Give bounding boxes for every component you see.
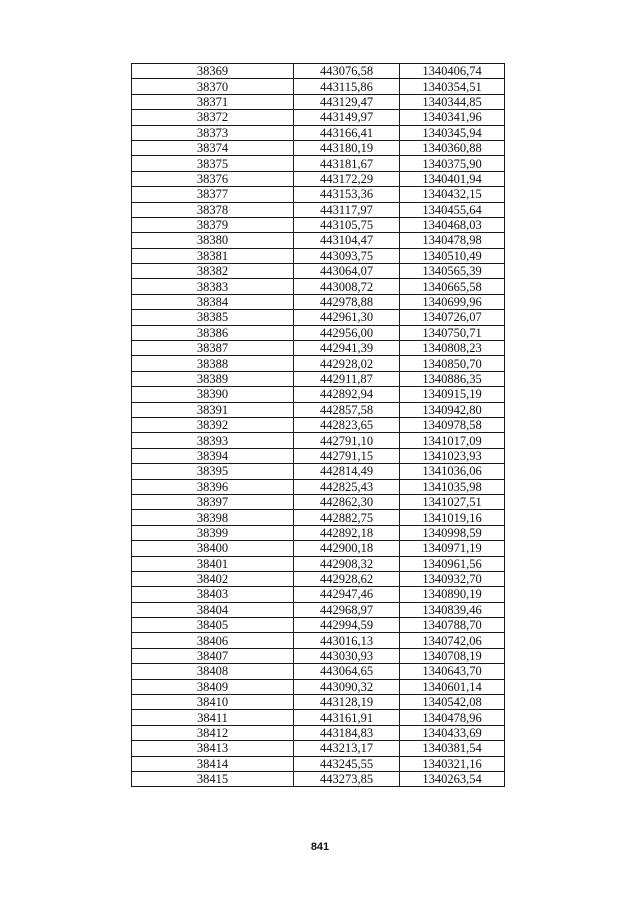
point-id-cell: 38402: [132, 571, 294, 586]
x-coordinate-cell: 443181,67: [294, 156, 400, 171]
y-coordinate-cell: 1340742,06: [400, 633, 505, 648]
y-coordinate-cell: 1340850,70: [400, 356, 505, 371]
x-coordinate-cell: 442941,39: [294, 341, 400, 356]
table-row: [132, 771, 505, 786]
x-coordinate-cell: 442994,59: [294, 618, 400, 633]
x-coordinate-cell: 442825,43: [294, 479, 400, 494]
table-row: [132, 464, 505, 479]
table-row: [132, 541, 505, 556]
y-coordinate-cell: 1340401,94: [400, 171, 505, 186]
y-coordinate-cell: 1340360,88: [400, 140, 505, 155]
y-coordinate-cell: 1341027,51: [400, 494, 505, 509]
x-coordinate-cell: 443153,36: [294, 187, 400, 202]
y-coordinate-cell: 1340890,19: [400, 587, 505, 602]
point-id-cell: 38414: [132, 756, 294, 771]
table-row: [132, 156, 505, 171]
table-row: [132, 356, 505, 371]
table-row: [132, 664, 505, 679]
y-coordinate-cell: 1341019,16: [400, 510, 505, 525]
table-row: [132, 587, 505, 602]
y-coordinate-cell: 1340354,51: [400, 79, 505, 94]
table-row: [132, 433, 505, 448]
y-coordinate-cell: 1340601,14: [400, 679, 505, 694]
table-row: [132, 341, 505, 356]
x-coordinate-cell: 443064,65: [294, 664, 400, 679]
x-coordinate-cell: 443008,72: [294, 279, 400, 294]
x-coordinate-cell: 442882,75: [294, 510, 400, 525]
point-id-cell: 38380: [132, 233, 294, 248]
x-coordinate-cell: 442956,00: [294, 325, 400, 340]
y-coordinate-cell: 1340699,96: [400, 294, 505, 309]
table-row: [132, 187, 505, 202]
table-row: [132, 417, 505, 432]
point-id-cell: 38386: [132, 325, 294, 340]
table-row: [132, 648, 505, 663]
x-coordinate-cell: 442892,18: [294, 525, 400, 540]
y-coordinate-cell: 1340998,59: [400, 525, 505, 540]
y-coordinate-cell: 1340971,19: [400, 541, 505, 556]
x-coordinate-cell: 442928,02: [294, 356, 400, 371]
x-coordinate-cell: 443115,86: [294, 79, 400, 94]
y-coordinate-cell: 1340478,96: [400, 710, 505, 725]
y-coordinate-cell: 1340750,71: [400, 325, 505, 340]
y-coordinate-cell: 1341035,98: [400, 479, 505, 494]
point-id-cell: 38401: [132, 556, 294, 571]
y-coordinate-cell: 1340542,08: [400, 695, 505, 710]
table-row: [132, 633, 505, 648]
y-coordinate-cell: 1340942,80: [400, 402, 505, 417]
table-row: [132, 710, 505, 725]
table-row: [132, 602, 505, 617]
point-id-cell: 38405: [132, 618, 294, 633]
y-coordinate-cell: 1340406,74: [400, 64, 505, 79]
point-id-cell: 38410: [132, 695, 294, 710]
table-row: [132, 494, 505, 509]
table-row: [132, 171, 505, 186]
x-coordinate-cell: 443273,85: [294, 771, 400, 786]
x-coordinate-cell: 442968,97: [294, 602, 400, 617]
table-row: [132, 525, 505, 540]
table-row: [132, 725, 505, 740]
x-coordinate-cell: 443016,13: [294, 633, 400, 648]
table-row: [132, 371, 505, 386]
table-row: [132, 618, 505, 633]
point-id-cell: 38395: [132, 464, 294, 479]
y-coordinate-cell: 1340886,35: [400, 371, 505, 386]
y-coordinate-cell: 1340432,15: [400, 187, 505, 202]
table-row: [132, 110, 505, 125]
table-row: [132, 479, 505, 494]
y-coordinate-cell: 1340726,07: [400, 310, 505, 325]
y-coordinate-cell: 1341017,09: [400, 433, 505, 448]
point-id-cell: 38378: [132, 202, 294, 217]
x-coordinate-cell: 442791,15: [294, 448, 400, 463]
point-id-cell: 38392: [132, 417, 294, 432]
x-coordinate-cell: 442928,62: [294, 571, 400, 586]
y-coordinate-cell: 1340478,98: [400, 233, 505, 248]
x-coordinate-cell: 443149,97: [294, 110, 400, 125]
x-coordinate-cell: 442862,30: [294, 494, 400, 509]
y-coordinate-cell: 1340915,19: [400, 387, 505, 402]
table-row: [132, 695, 505, 710]
point-id-cell: 38371: [132, 94, 294, 109]
table-row: [132, 279, 505, 294]
table-row: [132, 756, 505, 771]
table-row: [132, 325, 505, 340]
point-id-cell: 38406: [132, 633, 294, 648]
x-coordinate-cell: 443104,47: [294, 233, 400, 248]
y-coordinate-cell: 1340565,39: [400, 264, 505, 279]
x-coordinate-cell: 442947,46: [294, 587, 400, 602]
x-coordinate-cell: 443213,17: [294, 741, 400, 756]
x-coordinate-cell: 442908,32: [294, 556, 400, 571]
x-coordinate-cell: 442961,30: [294, 310, 400, 325]
x-coordinate-cell: 443166,41: [294, 125, 400, 140]
table-row: [132, 125, 505, 140]
coordinates-table-body: [132, 64, 505, 787]
table-row: [132, 387, 505, 402]
x-coordinate-cell: 442978,88: [294, 294, 400, 309]
point-id-cell: 38394: [132, 448, 294, 463]
y-coordinate-cell: 1340643,70: [400, 664, 505, 679]
table-row: [132, 140, 505, 155]
x-coordinate-cell: 442814,49: [294, 464, 400, 479]
point-id-cell: 38384: [132, 294, 294, 309]
x-coordinate-cell: 443093,75: [294, 248, 400, 263]
table-row: [132, 233, 505, 248]
y-coordinate-cell: 1340341,96: [400, 110, 505, 125]
x-coordinate-cell: 442911,87: [294, 371, 400, 386]
y-coordinate-cell: 1340839,46: [400, 602, 505, 617]
point-id-cell: 38412: [132, 725, 294, 740]
y-coordinate-cell: 1340808,23: [400, 341, 505, 356]
point-id-cell: 38403: [132, 587, 294, 602]
x-coordinate-cell: 442892,94: [294, 387, 400, 402]
x-coordinate-cell: 443245,55: [294, 756, 400, 771]
point-id-cell: 38374: [132, 140, 294, 155]
y-coordinate-cell: 1340381,54: [400, 741, 505, 756]
table-row: [132, 556, 505, 571]
x-coordinate-cell: 443030,93: [294, 648, 400, 663]
y-coordinate-cell: 1340455,64: [400, 202, 505, 217]
x-coordinate-cell: 443064,07: [294, 264, 400, 279]
x-coordinate-cell: 443129,47: [294, 94, 400, 109]
x-coordinate-cell: 443172,29: [294, 171, 400, 186]
y-coordinate-cell: 1340665,58: [400, 279, 505, 294]
point-id-cell: 38397: [132, 494, 294, 509]
y-coordinate-cell: 1340932,70: [400, 571, 505, 586]
point-id-cell: 38391: [132, 402, 294, 417]
point-id-cell: 38377: [132, 187, 294, 202]
table-row: [132, 217, 505, 232]
table-row: [132, 571, 505, 586]
point-id-cell: 38376: [132, 171, 294, 186]
point-id-cell: 38373: [132, 125, 294, 140]
y-coordinate-cell: 1341023,93: [400, 448, 505, 463]
table-row: [132, 402, 505, 417]
y-coordinate-cell: 1340375,90: [400, 156, 505, 171]
table-row: [132, 448, 505, 463]
point-id-cell: 38393: [132, 433, 294, 448]
table-row: [132, 248, 505, 263]
point-id-cell: 38409: [132, 679, 294, 694]
point-id-cell: 38390: [132, 387, 294, 402]
point-id-cell: 38381: [132, 248, 294, 263]
y-coordinate-cell: 1340468,03: [400, 217, 505, 232]
table-row: [132, 741, 505, 756]
point-id-cell: 38389: [132, 371, 294, 386]
table-row: [132, 294, 505, 309]
y-coordinate-cell: 1340344,85: [400, 94, 505, 109]
y-coordinate-cell: 1340961,56: [400, 556, 505, 571]
table-row: [132, 202, 505, 217]
point-id-cell: 38404: [132, 602, 294, 617]
x-coordinate-cell: 442900,18: [294, 541, 400, 556]
table-row: [132, 64, 505, 79]
x-coordinate-cell: 443128,19: [294, 695, 400, 710]
point-id-cell: 38385: [132, 310, 294, 325]
x-coordinate-cell: 442857,58: [294, 402, 400, 417]
point-id-cell: 38379: [132, 217, 294, 232]
point-id-cell: 38383: [132, 279, 294, 294]
point-id-cell: 38399: [132, 525, 294, 540]
point-id-cell: 38396: [132, 479, 294, 494]
point-id-cell: 38411: [132, 710, 294, 725]
x-coordinate-cell: 443180,19: [294, 140, 400, 155]
y-coordinate-cell: 1340978,58: [400, 417, 505, 432]
x-coordinate-cell: 443076,58: [294, 64, 400, 79]
y-coordinate-cell: 1340433,69: [400, 725, 505, 740]
x-coordinate-cell: 443184,83: [294, 725, 400, 740]
point-id-cell: 38370: [132, 79, 294, 94]
table-row: [132, 510, 505, 525]
y-coordinate-cell: 1340345,94: [400, 125, 505, 140]
y-coordinate-cell: 1340263,54: [400, 771, 505, 786]
x-coordinate-cell: 442791,10: [294, 433, 400, 448]
point-id-cell: 38408: [132, 664, 294, 679]
x-coordinate-cell: 443090,32: [294, 679, 400, 694]
table-row: [132, 94, 505, 109]
y-coordinate-cell: 1341036,06: [400, 464, 505, 479]
x-coordinate-cell: 442823,65: [294, 417, 400, 432]
point-id-cell: 38415: [132, 771, 294, 786]
point-id-cell: 38398: [132, 510, 294, 525]
y-coordinate-cell: 1340708,19: [400, 648, 505, 663]
point-id-cell: 38388: [132, 356, 294, 371]
point-id-cell: 38407: [132, 648, 294, 663]
y-coordinate-cell: 1340510,49: [400, 248, 505, 263]
table-row: [132, 679, 505, 694]
point-id-cell: 38387: [132, 341, 294, 356]
point-id-cell: 38375: [132, 156, 294, 171]
x-coordinate-cell: 443105,75: [294, 217, 400, 232]
point-id-cell: 38369: [132, 64, 294, 79]
table-row: [132, 310, 505, 325]
table-row: [132, 79, 505, 94]
y-coordinate-cell: 1340788,70: [400, 618, 505, 633]
y-coordinate-cell: 1340321,16: [400, 756, 505, 771]
point-id-cell: 38372: [132, 110, 294, 125]
page-number: 841: [310, 841, 330, 853]
x-coordinate-cell: 443161,91: [294, 710, 400, 725]
point-id-cell: 38413: [132, 741, 294, 756]
point-id-cell: 38400: [132, 541, 294, 556]
point-id-cell: 38382: [132, 264, 294, 279]
coordinates-table: [131, 63, 505, 787]
x-coordinate-cell: 443117,97: [294, 202, 400, 217]
table-row: [132, 264, 505, 279]
